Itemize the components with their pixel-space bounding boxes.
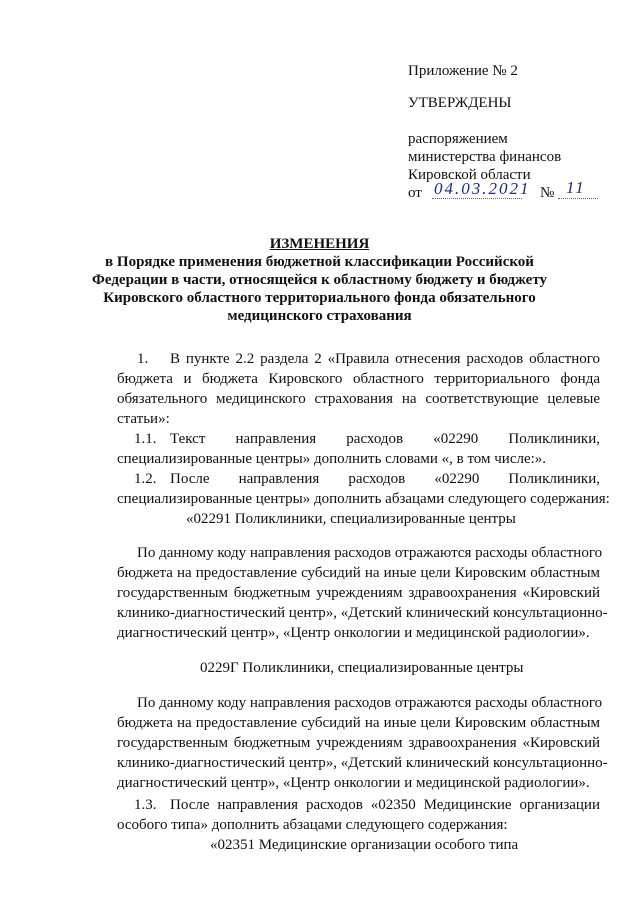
desc-2-line-2: бюджета на предоставление субсидий на иные цели Кировским областным <box>117 715 600 731</box>
item-1-1-number: 1.1. <box>134 431 157 447</box>
order-line-3: Кировской области <box>408 167 531 183</box>
title-line-2: Федерации в части, относящейся к областному бюджету и бюджету <box>92 272 547 288</box>
desc-2-line-3: государственным бюджетным учреждениям здравоохранения «Кировский <box>117 735 600 751</box>
number-prefix: № <box>540 185 555 201</box>
approved-label: УТВЕРЖДЕНЫ <box>408 95 512 111</box>
handwritten-number: 11 <box>566 178 586 197</box>
number-underline <box>558 198 598 199</box>
document-heading: ИЗМЕНЕНИЯ <box>269 236 370 252</box>
appendix-label: Приложение № 2 <box>408 63 518 79</box>
item-1-3-line-1: После направления расходов «02350 Медицинские организации <box>170 797 600 813</box>
order-line-2: министерства финансов <box>408 149 562 165</box>
item-1-number: 1. <box>137 351 149 367</box>
item-1-3-line-2: особого типа» дополнить абзацами следующего содержания: <box>117 817 508 833</box>
desc-1-line-3: государственным бюджетным учреждениям здравоохранения «Кировский <box>117 585 600 601</box>
title-line-4: медицинского страхования <box>227 308 412 324</box>
item-1-1-line-1: Текст направления расходов «02290 Поликлиники, <box>170 431 600 447</box>
date-prefix: от <box>408 185 422 201</box>
desc-1-line-5: диагностический центр», «Центр онкологии и медицинской радиологии». <box>117 625 590 641</box>
desc-1-line-1: По данному коду направления расходов отражаются расходы областного <box>137 545 603 561</box>
desc-2-line-5: диагностический центр», «Центр онкологии и медицинской радиологии». <box>117 775 590 791</box>
desc-1-line-4: клинико-диагностический центр», «Детский клинический консультационно- <box>117 605 608 621</box>
title-line-3: Кировского областного территориального фонда обязательного <box>103 290 536 306</box>
item-1-2-line-2: специализированные центры» дополнить абзацами следующего содержания: <box>117 491 610 507</box>
item-1-1-line-2: специализированные центры» дополнить словами «, в том числе:». <box>117 451 547 467</box>
item-1-3-number: 1.3. <box>134 797 157 813</box>
code-0229g: 0229Г Поликлиники, специализированные центры <box>200 660 524 676</box>
handwritten-date: 04.03.2021 <box>434 179 531 198</box>
code-02351: «02351 Медицинские организации особого типа <box>210 837 519 853</box>
item-1-2-number: 1.2. <box>134 471 157 487</box>
code-02291: «02291 Поликлиники, специализированные центры <box>186 511 516 527</box>
item-1-line-4: статьи»: <box>117 411 170 427</box>
item-1-line-3: обязательного медицинского страхования на соответствующие целевые <box>117 391 600 407</box>
date-underline <box>432 198 522 199</box>
order-line-1: распоряжением <box>408 131 508 147</box>
item-1-line-2: бюджета и бюджета Кировского областного территориального фонда <box>117 371 600 387</box>
desc-2-line-1: По данному коду направления расходов отражаются расходы областного <box>137 695 603 711</box>
desc-1-line-2: бюджета на предоставление субсидий на иные цели Кировским областным <box>117 565 600 581</box>
item-1-line-1: В пункте 2.2 раздела 2 «Правила отнесения расходов областного <box>170 351 600 367</box>
desc-2-line-4: клинико-диагностический центр», «Детский клинический консультационно- <box>117 755 608 771</box>
title-line-1: в Порядке применения бюджетной классификации Российской <box>105 254 534 270</box>
item-1-2-line-1: После направления расходов «02290 Поликлиники, <box>170 471 600 487</box>
